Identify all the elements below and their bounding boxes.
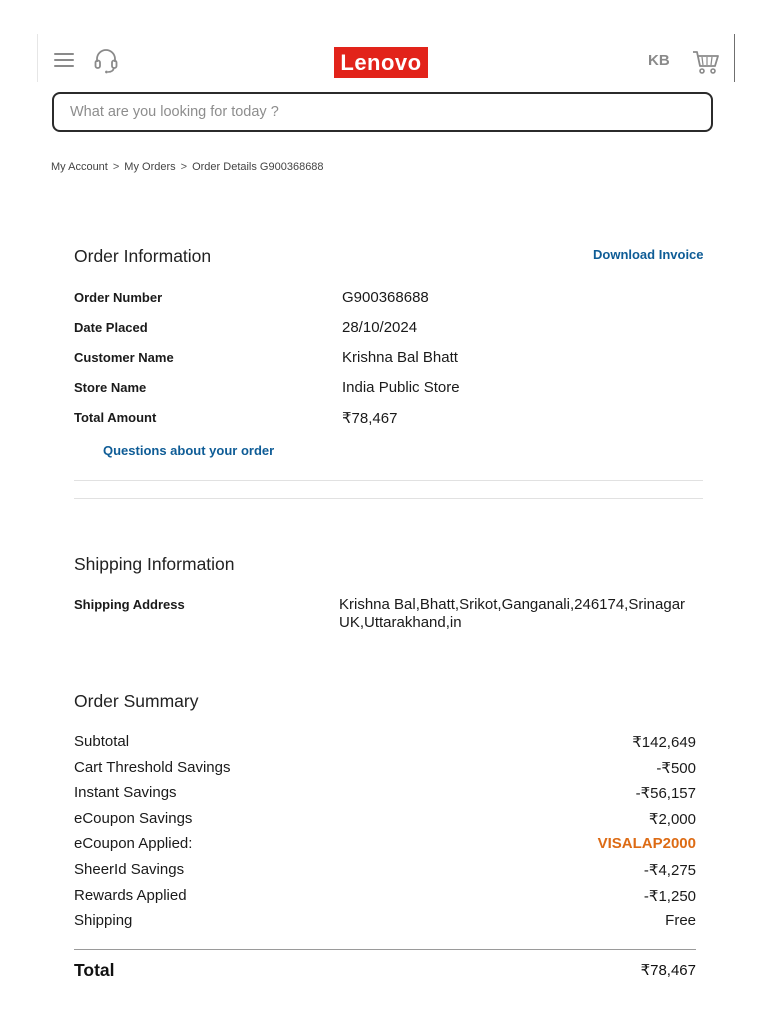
shipping-cost-row	[74, 912, 696, 932]
ecoupon-savings-row	[74, 810, 696, 830]
total-label: Total	[74, 960, 115, 980]
section-divider	[74, 498, 703, 499]
total-divider	[74, 949, 696, 950]
top-header	[37, 34, 735, 82]
shipping-address-value: Krishna Bal,Bhatt,Srikot,Ganganali,246174,Srinagar UK,Uttarakhand,in	[339, 596, 686, 631]
breadcrumb-order-details: Order Details G900368688	[192, 161, 324, 173]
sheerid-savings-value: -₹4,275	[643, 862, 696, 879]
ecoupon-applied-row	[74, 835, 696, 855]
breadcrumb-separator: >	[112, 161, 120, 173]
instant-savings-value: -₹56,157	[635, 785, 696, 802]
instant-savings-row	[74, 784, 696, 804]
store-name-row	[74, 380, 694, 400]
shipping-information-title: Shipping Information	[74, 554, 235, 574]
questions-about-order-link[interactable]: Questions about your order	[103, 443, 275, 458]
customer-name-value: Krishna Bal Bhatt	[342, 349, 458, 366]
menu-icon[interactable]	[54, 53, 74, 67]
total-amount-value: ₹78,467	[342, 410, 398, 427]
search-box	[52, 92, 713, 132]
store-name-label: Store Name	[74, 380, 147, 395]
download-invoice-link[interactable]: Download Invoice	[593, 247, 704, 262]
breadcrumb-separator: >	[180, 161, 188, 173]
ecoupon-code: VISALAP2000	[597, 835, 696, 852]
cart-icon[interactable]	[692, 49, 720, 75]
headset-icon[interactable]	[94, 48, 118, 74]
order-information-title: Order Information	[74, 246, 212, 266]
order-summary-title: Order Summary	[74, 691, 199, 711]
shipping-cost-value: Free	[665, 912, 696, 929]
shipping-address-label: Shipping Address	[74, 597, 185, 612]
subtotal-row	[74, 733, 696, 753]
order-number-row	[74, 290, 694, 310]
sheerid-savings-row	[74, 861, 696, 881]
cart-threshold-savings-label: Cart Threshold Savings	[74, 759, 231, 776]
date-placed-row	[74, 320, 694, 340]
total-amount-row	[74, 410, 694, 430]
cart-threshold-savings-value: -₹500	[656, 760, 696, 777]
date-placed-label: Date Placed	[74, 320, 148, 335]
order-number-value: G900368688	[342, 289, 429, 306]
breadcrumb	[51, 161, 324, 173]
user-initials[interactable]: KB	[648, 52, 670, 69]
subtotal-value: ₹142,649	[632, 734, 696, 751]
subtotal-label: Subtotal	[74, 733, 130, 750]
total-amount-label: Total Amount	[74, 410, 157, 425]
store-name-value: India Public Store	[342, 379, 460, 396]
section-divider	[74, 480, 703, 481]
shipping-cost-label: Shipping	[74, 912, 133, 929]
lenovo-logo[interactable]: Lenovo	[334, 47, 428, 78]
cart-threshold-savings-row	[74, 759, 696, 779]
sheerid-savings-label: SheerId Savings	[74, 861, 185, 878]
search-input[interactable]	[54, 94, 711, 130]
breadcrumb-my-orders[interactable]: My Orders	[124, 161, 176, 173]
ecoupon-savings-label: eCoupon Savings	[74, 810, 193, 827]
ecoupon-applied-label: eCoupon Applied:	[74, 835, 193, 852]
customer-name-row	[74, 350, 694, 370]
breadcrumb-my-account[interactable]: My Account	[51, 161, 108, 173]
rewards-applied-row	[74, 887, 696, 907]
rewards-applied-value: -₹1,250	[643, 888, 696, 905]
total-value: ₹78,467	[640, 962, 696, 979]
ecoupon-savings-value: ₹2,000	[648, 811, 696, 828]
order-number-label: Order Number	[74, 290, 163, 305]
instant-savings-label: Instant Savings	[74, 784, 177, 801]
customer-name-label: Customer Name	[74, 350, 174, 365]
date-placed-value: 28/10/2024	[342, 319, 418, 336]
rewards-applied-label: Rewards Applied	[74, 887, 187, 904]
